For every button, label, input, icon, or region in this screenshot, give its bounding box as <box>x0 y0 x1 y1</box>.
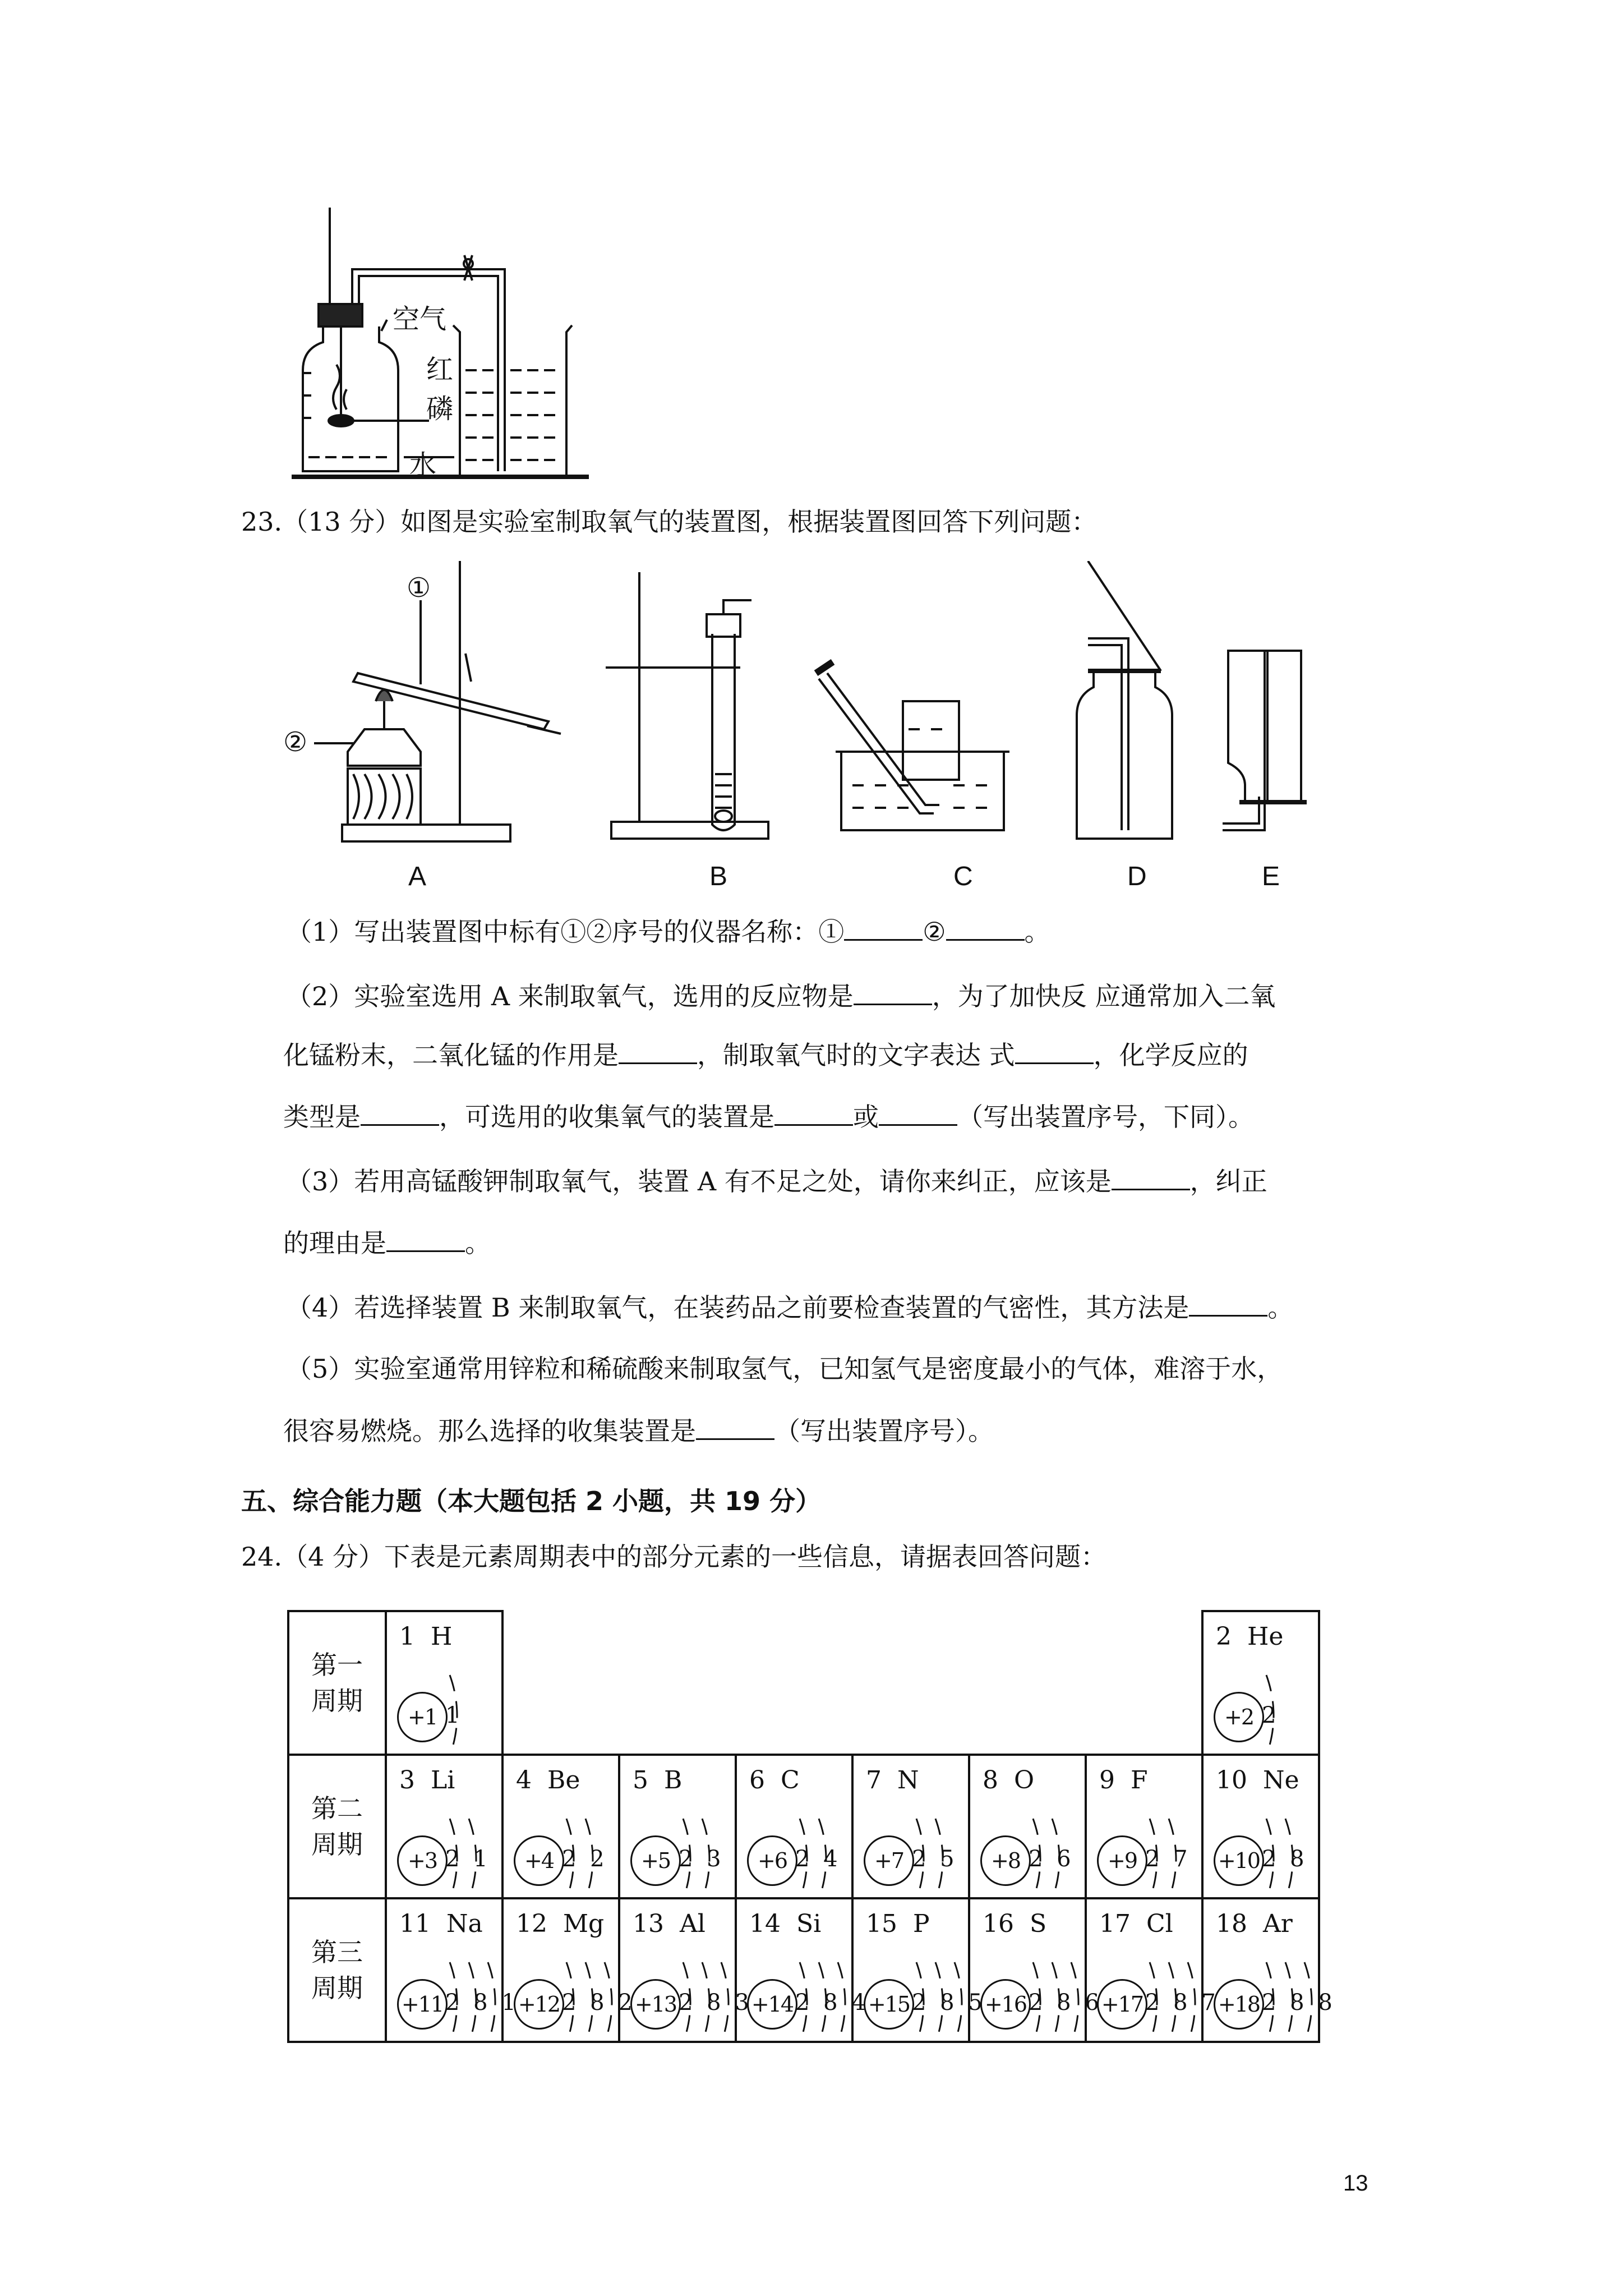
electron-shell-arc <box>469 1819 476 1897</box>
electron-shell-arc <box>566 1962 574 2041</box>
electron-shell-arc <box>916 1962 924 2041</box>
blank-11[interactable] <box>1189 1290 1267 1317</box>
nucleus: +10 <box>1214 1835 1264 1886</box>
electron-shell-arcs <box>1087 1756 1201 1897</box>
electron-shell-arcs <box>854 1756 968 1897</box>
electron-shell-arc <box>585 1819 593 1897</box>
q24-title: 24.（4 分）下表是元素周期表中的部分元素的一些信息，请据表回答问题： <box>241 1542 1107 1572</box>
element-cell-o: 8 O +8 2 6 <box>969 1755 1086 1898</box>
electron-shell-arcs <box>620 1899 735 2041</box>
electron-shell-arcs <box>1087 1899 1201 2041</box>
period-label: 第一 周期 <box>288 1611 386 1755</box>
element-cell-cl: 17 Cl +17 2 8 7 <box>1086 1898 1202 2042</box>
element-cell-b: 5 B +5 2 3 <box>619 1755 736 1898</box>
element-cell-na: 11 Na +11 2 8 1 <box>386 1898 502 2042</box>
electron-shells: 2 6 <box>1029 1846 1075 1872</box>
blank-12[interactable] <box>696 1414 774 1440</box>
electron-shell-arcs <box>737 1756 851 1897</box>
periodic-table <box>287 1610 1336 2043</box>
electron-shell-arc <box>1150 1819 1157 1897</box>
q23-part3-line1: （3）若用高锰酸钾制取氧气，装置 A 有不足之处，请你来纠正，应该是 ，纠正 <box>286 1164 1267 1198</box>
electron-shells: 2 3 <box>679 1846 725 1872</box>
electron-shell-arc <box>1285 1962 1293 2041</box>
electron-shells: 2 2 <box>562 1846 608 1872</box>
electron-shell-arc <box>566 1819 574 1897</box>
nucleus: +17 <box>1097 1979 1147 2030</box>
electron-shell-arc <box>1285 1819 1293 1897</box>
blank-4[interactable] <box>619 1038 697 1064</box>
element-cell-al: 13 Al +13 2 8 3 <box>619 1898 736 2042</box>
q23-part2-line1: （2）实验室选用 A 来制取氧气，选用的反应物是 ，为了加快反 应通常加入二氧 <box>286 979 1275 1013</box>
electron-shell-arc <box>469 1962 476 2041</box>
nucleus: +6 <box>747 1835 797 1886</box>
nucleus: +16 <box>980 1979 1031 2030</box>
electron-shell-arc <box>838 1962 845 2041</box>
electron-shell-arc <box>935 1962 943 2041</box>
nucleus: +9 <box>1097 1835 1147 1886</box>
element-cell-ne: 10 Ne +10 2 8 <box>1202 1755 1319 1898</box>
electron-shell-arcs <box>1204 1899 1318 2041</box>
blank-10[interactable] <box>386 1226 465 1252</box>
electron-shell-arcs <box>387 1899 501 2041</box>
electron-shell-arc <box>1033 1819 1040 1897</box>
apparatus-label-e: E <box>1262 862 1280 891</box>
label-red: 红 <box>426 354 454 385</box>
page-number: 13 <box>1343 2171 1368 2196</box>
element-cell-si: 14 Si +14 2 8 4 <box>736 1898 852 2042</box>
apparatus-label-a: A <box>408 862 427 891</box>
period-label: 第二 周期 <box>288 1755 386 1898</box>
empty-span <box>502 1611 1202 1755</box>
blank-8[interactable] <box>879 1099 957 1126</box>
apparatus-label-c: C <box>953 862 973 891</box>
electron-shell-arcs <box>620 1756 735 1897</box>
period-row <box>288 1611 1319 1755</box>
electron-shell-arc <box>683 1962 690 2041</box>
electron-shell-arcs <box>970 1756 1085 1897</box>
period-row <box>288 1755 1319 1898</box>
electron-shell-arcs <box>504 1899 618 2041</box>
nucleus: +5 <box>630 1835 681 1886</box>
oxygen-apparatus-figure <box>280 561 1346 858</box>
element-cell-h: 1 H +1 1 <box>386 1611 502 1755</box>
nucleus: +8 <box>980 1835 1031 1886</box>
electron-shell-arcs <box>737 1899 851 2041</box>
nucleus: +14 <box>747 1979 797 2030</box>
electron-shell-arc <box>916 1819 924 1897</box>
electron-shell-arc <box>702 1962 709 2041</box>
q23-part4: （4）若选择装置 B 来制取氧气，在装药品之前要检查装置的气密性，其方法是 。 <box>286 1290 1293 1324</box>
nucleus: +12 <box>514 1979 564 2030</box>
q23-title: 23.（13 分）如图是实验室制取氧气的装置图，根据装置图回答下列问题： <box>241 507 1098 537</box>
electron-shell-arc <box>1266 1675 1274 1754</box>
electron-shell-arc <box>1188 1962 1195 2041</box>
nucleus: +7 <box>864 1835 914 1886</box>
element-cell-s: 16 S +16 2 8 6 <box>969 1898 1086 2042</box>
electron-shell-arcs <box>504 1756 618 1897</box>
period-row <box>288 1898 1319 2042</box>
nucleus: +15 <box>864 1979 914 2030</box>
electron-shell-arc <box>450 1962 457 2041</box>
blank-2[interactable] <box>946 914 1025 941</box>
element-cell-f: 9 F +9 2 7 <box>1086 1755 1202 1898</box>
nucleus: +4 <box>514 1835 564 1886</box>
q23-part1: （1）写出装置图中标有①②序号的仪器名称：① ② 。 <box>286 914 1050 949</box>
electron-shell-arc <box>450 1675 457 1754</box>
nucleus: +13 <box>630 1979 681 2030</box>
electron-shell-arc <box>955 1962 962 2041</box>
electron-shells: 2 8 8 <box>1262 1990 1336 2016</box>
electron-shell-arc <box>605 1962 612 2041</box>
q23-part3-line2: 的理由是 。 <box>283 1226 491 1260</box>
electron-shell-arcs <box>387 1612 501 1754</box>
element-cell-he: 2 He +2 2 <box>1202 1611 1319 1755</box>
electron-shells: 2 8 2 <box>562 1990 636 2016</box>
electron-shell-arc <box>1304 1962 1312 2041</box>
electron-shell-arcs <box>970 1899 1085 2041</box>
label-phosphorus: 磷 <box>426 393 454 425</box>
electron-shell-arc <box>1169 1962 1176 2041</box>
element-cell-ar: 18 Ar +18 2 8 8 <box>1202 1898 1319 2042</box>
electron-shells: 2 8 6 <box>1029 1990 1103 2016</box>
electron-shells: 2 8 1 <box>445 1990 519 2016</box>
electron-shells: 1 <box>445 1703 463 1728</box>
electron-shell-arc <box>1052 1819 1059 1897</box>
electron-shell-arc <box>1150 1962 1157 2041</box>
electron-shell-arc <box>488 1962 495 2041</box>
nucleus: +18 <box>1214 1979 1264 2030</box>
electron-shell-arcs <box>1204 1612 1318 1754</box>
electron-shell-arc <box>1033 1962 1040 2041</box>
q23-part2-line3: 类型是 ，可选用的收集氧气的装置是 或 （写出装置序号，下同）。 <box>283 1099 1254 1134</box>
electron-shells: 2 8 3 <box>679 1990 753 2016</box>
electron-shell-arcs <box>387 1756 501 1897</box>
electron-shell-arc <box>702 1819 709 1897</box>
blank-9[interactable] <box>1112 1164 1190 1190</box>
blank-3[interactable] <box>854 979 932 1005</box>
blank-5[interactable] <box>1015 1038 1094 1064</box>
element-cell-p: 15 P +15 2 8 5 <box>852 1898 969 2042</box>
electron-shells: 2 8 <box>1262 1846 1308 1872</box>
q23-part5-line1: （5）实验室通常用锌粒和稀硫酸来制取氢气，已知氢气是密度最小的气体，难溶于水， <box>286 1354 1283 1384</box>
electron-shells: 2 8 7 <box>1145 1990 1219 2016</box>
q23-part5-line2: 很容易燃烧。那么选择的收集装置是 （写出装置序号）。 <box>283 1414 994 1448</box>
blank-6[interactable] <box>361 1099 439 1126</box>
marker-1: ① <box>407 573 431 603</box>
electron-shell-arc <box>585 1962 593 2041</box>
electron-shell-arc <box>683 1819 690 1897</box>
nucleus: +2 <box>1214 1692 1264 1742</box>
element-cell-n: 7 N +7 2 5 <box>852 1755 969 1898</box>
electron-shells: 2 8 5 <box>912 1990 986 2016</box>
apparatus-label-b: B <box>709 862 728 891</box>
apparatus-label-d: D <box>1127 862 1147 891</box>
label-water: 水 <box>409 449 437 481</box>
label-air: 空气 <box>393 303 447 335</box>
electron-shell-arc <box>721 1962 728 2041</box>
electron-shells: 2 8 4 <box>795 1990 869 2016</box>
electron-shell-arc <box>1266 1819 1274 1897</box>
nucleus: +3 <box>397 1835 448 1886</box>
nucleus: +11 <box>397 1979 448 2030</box>
electron-shell-arc <box>450 1819 457 1897</box>
electron-shell-arcs <box>854 1899 968 2041</box>
element-cell-be: 4 Be +4 2 2 <box>502 1755 619 1898</box>
electron-shell-arc <box>819 1962 826 2041</box>
electron-shell-arc <box>1266 1962 1274 2041</box>
marker-2: ② <box>283 728 308 757</box>
electron-shells: 2 <box>1262 1703 1280 1728</box>
electron-shell-arc <box>1169 1819 1176 1897</box>
electron-shell-arc <box>1052 1962 1059 2041</box>
element-cell-c: 6 C +6 2 4 <box>736 1755 852 1898</box>
q23-part2-line2: 化锰粉末，二氧化锰的作用是 ，制取氧气时的文字表达 式 ，化学反应的 <box>283 1038 1248 1072</box>
electron-shell-arc <box>819 1819 826 1897</box>
element-cell-mg: 12 Mg +12 2 8 2 <box>502 1898 619 2042</box>
electron-shell-arc <box>1071 1962 1078 2041</box>
blank-1[interactable] <box>844 914 923 941</box>
electron-shells: 2 1 <box>445 1846 491 1872</box>
electron-shell-arc <box>800 1962 807 2041</box>
electron-shell-arcs <box>1204 1756 1318 1897</box>
blank-7[interactable] <box>774 1099 853 1126</box>
electron-shells: 2 4 <box>795 1846 841 1872</box>
element-cell-li: 3 Li +3 2 1 <box>386 1755 502 1898</box>
period-label: 第三 周期 <box>288 1898 386 2042</box>
electron-shell-arc <box>935 1819 943 1897</box>
electron-shells: 2 7 <box>1145 1846 1191 1872</box>
nucleus: +1 <box>397 1692 448 1742</box>
electron-shells: 2 5 <box>912 1846 958 1872</box>
section-5-heading: 五、综合能力题（本大题包括 2 小题，共 19 分） <box>241 1486 822 1516</box>
electron-shell-arc <box>800 1819 807 1897</box>
